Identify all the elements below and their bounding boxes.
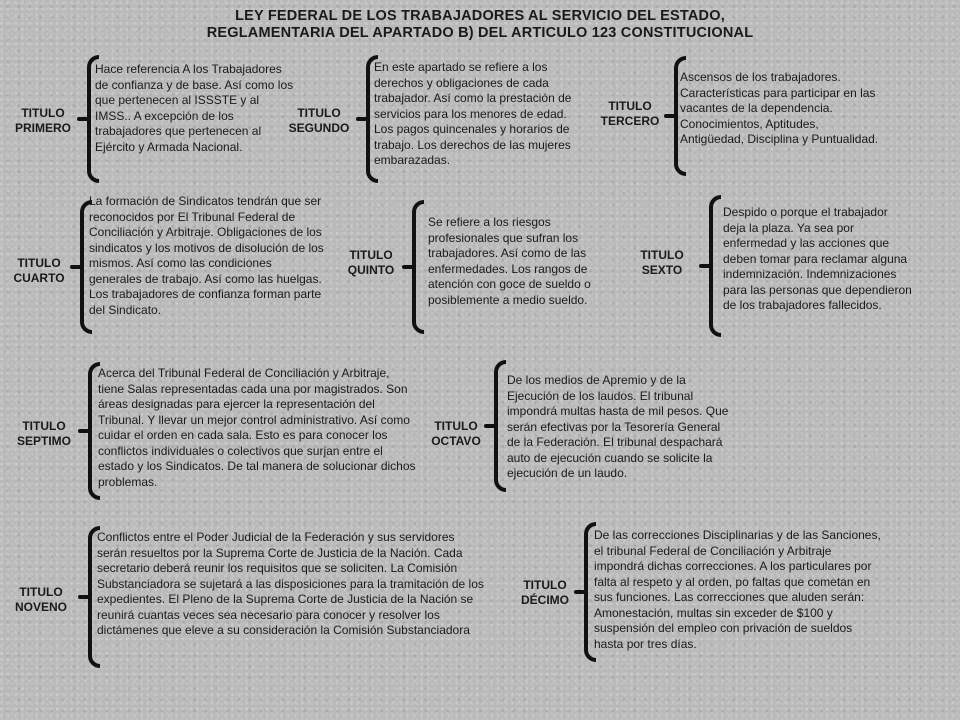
titulo-ordinal: SEXTO [641,263,683,277]
titulo-word: TITULO [608,99,652,113]
titulo-tercero-text: Ascensos de los trabajadores. Características para participar en las vacantes de la dependencia. Conocimientos, Aptitudes, Antigüedad, Disciplina y Puntualidad. [680,70,879,146]
titulo-octavo-text: De los medios de Apremio y de la Ejecución de los laudos. El tribunal impondrá multas hasta de mil pesos. Que serán efectivas por la Tesorería General de la Federación. El tribunal despachará auto de ejecución cuando se solicite la ejecución de un laudo. [507,373,729,480]
titulo-decimo-text: De las correcciones Disciplinarias y de las Sanciones, el tribunal Federal de Conciliación y Arbitraje impondrá dichas correcciones. A los particulares por falta al respeto y al orden, po faltas que cometan en sus funciones. Las correcciones que aluden serán: Amonestación, multas sin exceder de $100 y suspensión del empleo con privación de sueldos hasta por tres días. [594,528,881,651]
titulo-ordinal: TERCERO [600,114,660,128]
titulo-ordinal: NOVENO [14,600,67,614]
titulo-word: TITULO [434,419,478,433]
titulo-sexto-label [634,248,690,278]
titulo-septimo-label [12,419,76,449]
titulo-cuarto-text: La formación de Sindicatos tendrán que ser reconocidos por El Tribunal Federal de Conciliación y Arbitraje. Obligaciones de los sindicatos y los motivos de disolución de los mismos. Así como las condiciones generales de trabajo. Así como las huelgas. Los trabajadores de confianza forman parte del Sindicato. [89,194,324,317]
titulo-ordinal: SEGUNDO [288,121,350,135]
titulo-ordinal: OCTAVO [431,434,481,448]
titulo-word: TITULO [17,256,61,270]
brace-octavo [494,360,506,492]
titulo-word: TITULO [640,248,684,262]
brace-sexto [709,195,721,337]
titulo-noveno-text: Conflictos entre el Poder Judicial de la Federación y sus servidores serán resueltos por la Suprema Corte de Justicia de la Nación. Cada secretario deberá reunir los requisitos que se soliciten. La Comisión Substanciadora se sujetará a las disposiciones para la tramitación de los expedientes. El Pleno de la Suprema Corte de Justicia de la Nación se reunirá cuantas veces sea necesario para conocer y resolver los dictámenes que eleve a su consideración la Comisión Substanciadora [97,530,484,637]
titulo-word: TITULO [19,585,63,599]
titulo-quinto-label [340,248,402,278]
titulo-noveno-label [8,585,74,615]
titulo-octavo-label [424,419,488,449]
titulo-septimo-text: Acerca del Tribunal Federal de Conciliación y Arbitraje, tiene Salas representadas cada una por magistrados. Son áreas designadas para ejercer la representación del Tribunal. Y llevar un mejor control administrativo. Así como cuidar el orden en cada sala. Esto es para conocer los conflictos individuales o colectivos que surjan entre el estado y los Sindicatos. De tal manera de solucionar dichos problemas. [98,366,416,489]
titulo-primero-text: Hace referencia A los Trabajadores de confianza y de base. Así como los que pertenecen al ISSSTE y al IMSS.. A excepción de los trabajadores que pertenecen al Ejército y Armada Nacional. [95,62,294,154]
titulo-ordinal: CUARTO [13,271,65,285]
titulo-cuarto-label [10,256,68,286]
titulo-word: TITULO [349,248,393,262]
titulo-tercero-label [600,99,660,129]
titulo-word: TITULO [21,106,65,120]
brace-quinto [412,200,424,334]
titulo-sexto-text: Despido o porque el trabajador deja la plaza. Ya sea por enfermedad y las acciones que deben tomar para reclamar alguna indemnización. Indemnizaciones para las personas que dependieron de los trabajadores fallecidos. [723,205,912,312]
titulo-ordinal: SEPTIMO [16,434,71,448]
titulo-word: TITULO [22,419,66,433]
titulo-word: TITULO [523,578,567,592]
titulo-ordinal: PRIMERO [14,121,71,135]
title-line-1: LEY FEDERAL DE LOS TRABAJADORES AL SERVICIO DEL ESTADO, [235,8,725,24]
titulo-segundo-text: En este apartado se refiere a los derechos y obligaciones de cada trabajador. Así como la prestación de servicios para los menores de edad. Los pagos quincenales y horarios de trabajo. Los derechos de las mujeres embarazadas. [374,60,572,167]
titulo-primero-label [12,106,74,136]
titulo-decimo-label [514,578,576,608]
document-title [0,8,960,42]
titulo-segundo-label [286,106,352,136]
titulo-ordinal: DÉCIMO [521,593,569,607]
titulo-word: TITULO [297,106,341,120]
titulo-quinto-text: Se refiere a los riesgos profesionales que sufran los trabajadores. Así como de las enfermedades. Los rangos de atención con goce de sueldo o posiblemente a medio sueldo. [428,215,591,307]
titulo-ordinal: QUINTO [347,263,395,277]
title-line-2: REGLAMENTARIA DEL APARTADO B) DEL ARTICULO 123 CONSTITUCIONAL [206,25,754,41]
